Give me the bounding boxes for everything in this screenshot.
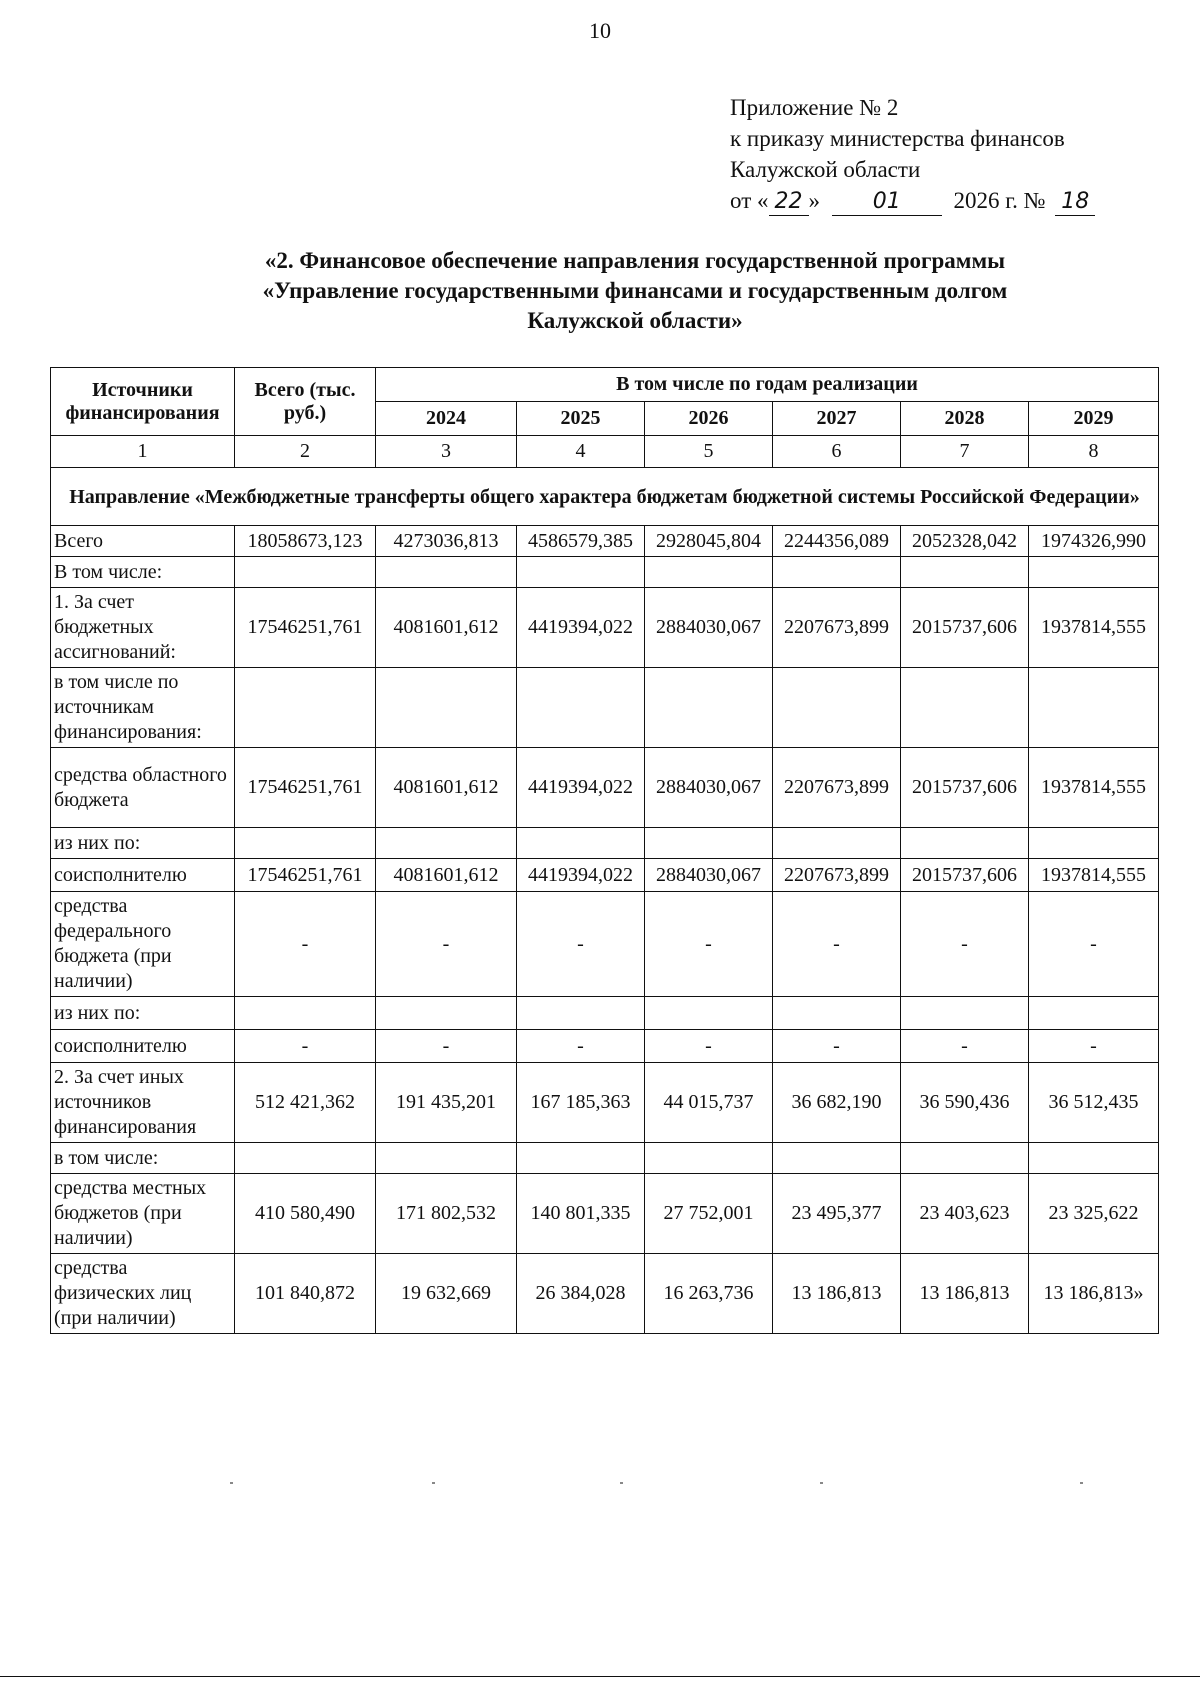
appendix-date-line [730, 185, 1095, 216]
row-year-value [645, 997, 773, 1030]
table-row [51, 1254, 1159, 1334]
row-label: из них по: [51, 997, 235, 1030]
row-year-value [1029, 1143, 1159, 1174]
column-number: 4 [517, 436, 645, 468]
header-year: 2024 [376, 402, 517, 436]
row-year-value [517, 828, 645, 859]
row-year-value: 2207673,899 [773, 588, 901, 668]
row-year-value: 1937814,555 [1029, 748, 1159, 828]
table-row [51, 997, 1159, 1030]
row-year-value [1029, 668, 1159, 748]
section-title: Направление «Межбюджетные трансферты общего характера бюджетам бюджетной системы Российской Федерации» [51, 468, 1159, 526]
appendix-line-1: Приложение № 2 [730, 95, 899, 120]
row-year-value [773, 997, 901, 1030]
row-year-value: 191 435,201 [376, 1063, 517, 1143]
row-year-value: 13 186,813 [773, 1254, 901, 1334]
row-year-value: 2052328,042 [901, 526, 1029, 557]
row-label: в том числе по источникам финансирования: [51, 668, 235, 748]
date-day: 22 [769, 189, 809, 216]
row-year-value [901, 997, 1029, 1030]
table-row [51, 557, 1159, 588]
row-label: средства федерального бюджета (при наличии) [51, 892, 235, 997]
row-year-value: 167 185,363 [517, 1063, 645, 1143]
row-total: 17546251,761 [235, 588, 376, 668]
row-total: 101 840,872 [235, 1254, 376, 1334]
row-year-value [376, 668, 517, 748]
row-year-value: - [517, 892, 645, 997]
row-year-value [376, 1143, 517, 1174]
row-year-value: 1974326,990 [1029, 526, 1159, 557]
row-total [235, 997, 376, 1030]
row-year-value [645, 828, 773, 859]
row-year-value [901, 828, 1029, 859]
table-row [51, 1143, 1159, 1174]
row-year-value: - [901, 1030, 1029, 1063]
scan-speck [1080, 1482, 1083, 1484]
column-number: 3 [376, 436, 517, 468]
table-row [51, 859, 1159, 892]
row-year-value: 1937814,555 [1029, 859, 1159, 892]
row-year-value [645, 557, 773, 588]
row-year-value [901, 1143, 1029, 1174]
row-year-value: 140 801,335 [517, 1174, 645, 1254]
row-year-value: 2884030,067 [645, 859, 773, 892]
row-year-value: 4273036,813 [376, 526, 517, 557]
row-year-value: 23 403,623 [901, 1174, 1029, 1254]
row-total: - [235, 1030, 376, 1063]
financing-table [50, 367, 1159, 1334]
table-row [51, 892, 1159, 997]
date-month: 01 [832, 189, 942, 216]
header-sources: Источники финансирования [51, 368, 235, 436]
row-year-value: 19 632,669 [376, 1254, 517, 1334]
row-year-value: 2244356,089 [773, 526, 901, 557]
date-year: 2026 г. № [953, 188, 1046, 213]
row-year-value: 13 186,813» [1029, 1254, 1159, 1334]
row-year-value: - [773, 1030, 901, 1063]
header-year: 2025 [517, 402, 645, 436]
row-year-value: 2015737,606 [901, 588, 1029, 668]
header-year: 2029 [1029, 402, 1159, 436]
header-year: 2028 [901, 402, 1029, 436]
header-total: Всего (тыс. руб.) [235, 368, 376, 436]
row-total: 18058673,123 [235, 526, 376, 557]
row-total: 410 580,490 [235, 1174, 376, 1254]
row-year-value: - [376, 892, 517, 997]
header-year: 2027 [773, 402, 901, 436]
section-row [51, 468, 1159, 526]
row-year-value: 36 512,435 [1029, 1063, 1159, 1143]
row-year-value: 27 752,001 [645, 1174, 773, 1254]
row-year-value [645, 1143, 773, 1174]
row-total: - [235, 892, 376, 997]
date-prefix: от « [730, 188, 769, 213]
row-year-value: 1937814,555 [1029, 588, 1159, 668]
table-row [51, 588, 1159, 668]
row-year-value [376, 997, 517, 1030]
table-row [51, 748, 1159, 828]
scan-speck [620, 1482, 623, 1484]
row-year-value: 2207673,899 [773, 748, 901, 828]
row-year-value: 2015737,606 [901, 859, 1029, 892]
column-number: 8 [1029, 436, 1159, 468]
row-year-value [376, 828, 517, 859]
row-label: 1. За счет бюджетных ассигнований: [51, 588, 235, 668]
row-total: 17546251,761 [235, 748, 376, 828]
row-year-value: - [901, 892, 1029, 997]
table-row [51, 1063, 1159, 1143]
row-year-value: - [376, 1030, 517, 1063]
column-numbers-row [51, 436, 1159, 468]
row-total: 512 421,362 [235, 1063, 376, 1143]
row-year-value: 4419394,022 [517, 588, 645, 668]
row-year-value: 23 495,377 [773, 1174, 901, 1254]
row-year-value: - [517, 1030, 645, 1063]
scan-speck [432, 1482, 435, 1484]
row-year-value: 2884030,067 [645, 588, 773, 668]
row-year-value [773, 668, 901, 748]
row-label: из них по: [51, 828, 235, 859]
title-line-1: «2. Финансовое обеспечение направления государственной программы [264, 248, 1006, 273]
row-year-value: 171 802,532 [376, 1174, 517, 1254]
row-year-value [517, 668, 645, 748]
row-year-value: 2207673,899 [773, 859, 901, 892]
table-row [51, 828, 1159, 859]
row-year-value [1029, 557, 1159, 588]
row-year-value: 4081601,612 [376, 859, 517, 892]
row-year-value [1029, 828, 1159, 859]
row-year-value: - [645, 1030, 773, 1063]
row-year-value [376, 557, 517, 588]
title-line-2: «Управление государственными финансами и государственным долгом [262, 278, 1008, 303]
column-number: 6 [773, 436, 901, 468]
row-year-value [773, 1143, 901, 1174]
row-year-value: 4081601,612 [376, 748, 517, 828]
row-year-value: 4081601,612 [376, 588, 517, 668]
document-title [60, 246, 1200, 336]
row-year-value: 36 682,190 [773, 1063, 901, 1143]
column-number: 2 [235, 436, 376, 468]
row-year-value [517, 557, 645, 588]
appendix-block [730, 92, 1095, 216]
row-year-value: 2884030,067 [645, 748, 773, 828]
row-year-value: 4419394,022 [517, 859, 645, 892]
order-number: 18 [1055, 189, 1095, 216]
row-year-value: 2928045,804 [645, 526, 773, 557]
column-number: 7 [901, 436, 1029, 468]
bottom-rule [0, 1676, 1200, 1677]
row-year-value: 44 015,737 [645, 1063, 773, 1143]
row-label: средства физических лиц (при наличии) [51, 1254, 235, 1334]
page-number: 10 [589, 18, 611, 43]
row-year-value: - [1029, 1030, 1159, 1063]
table-row [51, 1174, 1159, 1254]
row-total [235, 557, 376, 588]
row-year-value [901, 557, 1029, 588]
row-label: соисполнителю [51, 1030, 235, 1063]
row-year-value [773, 557, 901, 588]
row-label: в том числе: [51, 1143, 235, 1174]
row-total [235, 828, 376, 859]
row-year-value: 26 384,028 [517, 1254, 645, 1334]
row-label: средства областного бюджета [51, 748, 235, 828]
row-year-value [1029, 997, 1159, 1030]
appendix-line-3: Калужской области [730, 157, 921, 182]
appendix-line-2: к приказу министерства финансов [730, 126, 1065, 151]
scan-speck [230, 1482, 233, 1484]
row-label: соисполнителю [51, 859, 235, 892]
title-line-3: Калужской области» [527, 308, 743, 333]
row-year-value: 13 186,813 [901, 1254, 1029, 1334]
date-mid: » [808, 188, 820, 213]
row-year-value [645, 668, 773, 748]
row-total: 17546251,761 [235, 859, 376, 892]
row-year-value [901, 668, 1029, 748]
row-year-value [517, 1143, 645, 1174]
column-number: 1 [51, 436, 235, 468]
row-year-value: 4419394,022 [517, 748, 645, 828]
row-year-value: 16 263,736 [645, 1254, 773, 1334]
row-label: В том числе: [51, 557, 235, 588]
row-year-value: 4586579,385 [517, 526, 645, 557]
row-label: Всего [51, 526, 235, 557]
table-row [51, 1030, 1159, 1063]
row-year-value: - [645, 892, 773, 997]
table-row [51, 526, 1159, 557]
column-number: 5 [645, 436, 773, 468]
scan-speck [820, 1482, 823, 1484]
row-label: средства местных бюджетов (при наличии) [51, 1174, 235, 1254]
row-year-value: - [773, 892, 901, 997]
row-year-value [517, 997, 645, 1030]
row-label: 2. За счет иных источников финансирования [51, 1063, 235, 1143]
row-year-value: 2015737,606 [901, 748, 1029, 828]
row-total [235, 668, 376, 748]
row-year-value: 36 590,436 [901, 1063, 1029, 1143]
row-year-value: 23 325,622 [1029, 1174, 1159, 1254]
row-year-value: - [1029, 892, 1159, 997]
row-total [235, 1143, 376, 1174]
header-year: 2026 [645, 402, 773, 436]
row-year-value [773, 828, 901, 859]
header-by-years: В том числе по годам реализации [376, 368, 1159, 402]
table-row [51, 668, 1159, 748]
